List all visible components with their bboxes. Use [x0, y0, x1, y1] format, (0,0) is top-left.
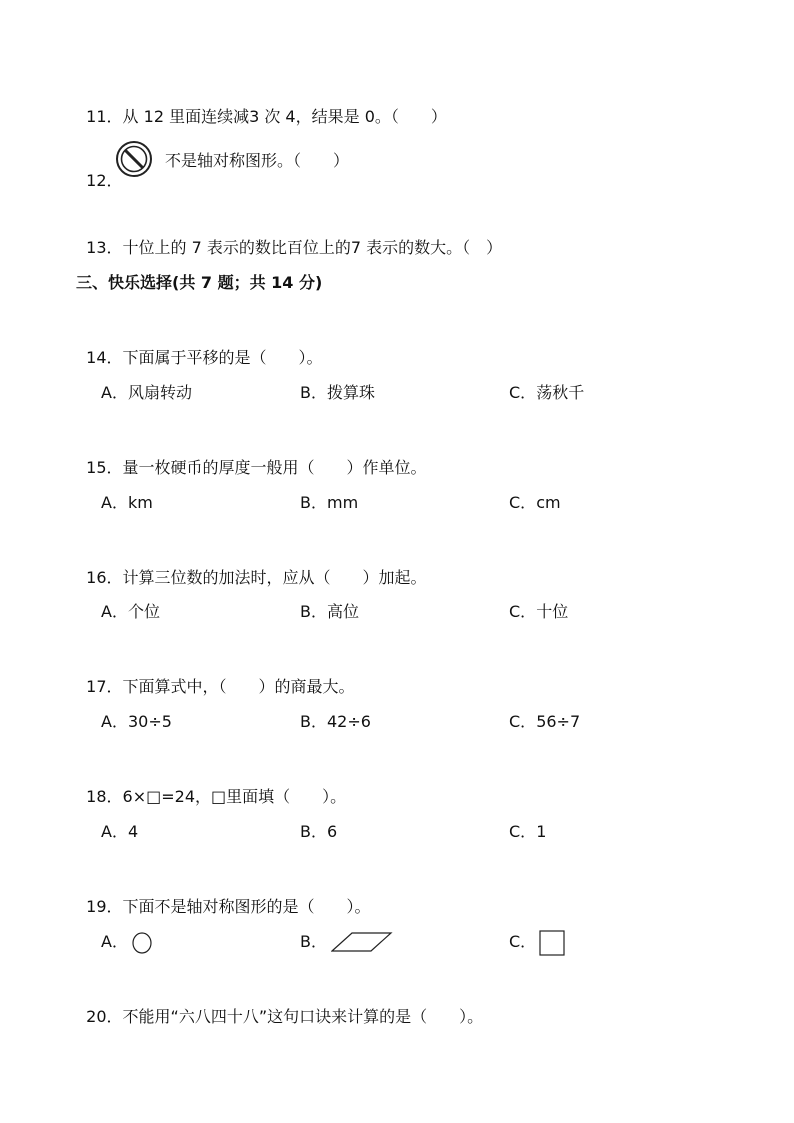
question-text: 下面算式中，（ ）的商最大。 [122, 677, 355, 696]
question-number: 14 [86, 348, 107, 367]
question-16: 16．计算三位数的加法时，应从（ ）加起。 [86, 568, 427, 587]
option-c: C． [509, 932, 537, 951]
section-heading: 三、快乐选择(共 7 题；共 14 分) [76, 273, 323, 292]
option-a: A．30÷5 [101, 712, 172, 731]
option-a: A．km [101, 493, 153, 512]
option-b: B．拨算珠 [300, 383, 376, 402]
question-number: 19 [86, 897, 107, 916]
question-number: 16 [86, 568, 107, 587]
option-a: A．4 [101, 822, 139, 841]
parallelogram-icon [331, 931, 393, 953]
question-12-text: 不是轴对称图形。（ ） [165, 151, 350, 170]
question-text: 十位上的 7 表示的数比百位上的7 表示的数大。（ ） [122, 238, 503, 257]
option-b: B．42÷6 [300, 712, 371, 731]
option-a: A． [101, 932, 128, 951]
option-c: C．1 [509, 822, 547, 841]
option-a: A．风扇转动 [101, 383, 192, 402]
question-text: 下面属于平移的是（ ）。 [122, 348, 323, 367]
question-15: 15．量一枚硬币的厚度一般用（ ）作单位。 [86, 458, 427, 477]
question-text: 计算三位数的加法时，应从（ ）加起。 [122, 568, 427, 587]
question-text: 6×□=24，□里面填（ ）。 [122, 787, 347, 806]
question-number: 18 [86, 787, 107, 806]
question-14: 14．下面属于平移的是（ ）。 [86, 348, 323, 367]
question-number: 13 [86, 238, 107, 257]
option-b: B．mm [300, 493, 359, 512]
question-number: 20 [86, 1007, 107, 1026]
question-20: 20．不能用“六八四十八”这句口诀来计算的是（ ）。 [86, 1007, 484, 1026]
circle-icon [131, 931, 153, 955]
question-number: 17 [86, 677, 107, 696]
question-number: 11 [86, 107, 107, 126]
option-b: B．6 [300, 822, 338, 841]
option-c: C．荡秋千 [509, 383, 585, 402]
question-12: 12． [86, 171, 123, 190]
option-b: B． [300, 932, 327, 951]
no-entry-sign-icon [115, 140, 153, 178]
option-c: C．cm [509, 493, 561, 512]
question-number: 12 [86, 171, 107, 190]
question-17: 17．下面算式中，（ ）的商最大。 [86, 677, 355, 696]
question-text: 从 12 里面连续减3 次 4，结果是 0。（ ） [122, 107, 447, 126]
option-a: A．个位 [101, 602, 160, 621]
option-c: C．十位 [509, 602, 569, 621]
square-icon [539, 930, 565, 956]
option-c: C．56÷7 [509, 712, 581, 731]
question-text: 量一枚硬币的厚度一般用（ ）作单位。 [122, 458, 427, 477]
question-19: 19．下面不是轴对称图形的是（ ）。 [86, 897, 371, 916]
option-b: B．高位 [300, 602, 360, 621]
question-number: 15 [86, 458, 107, 477]
question-18: 18．6×□=24，□里面填（ ）。 [86, 787, 347, 806]
question-11: 11．从 12 里面连续减3 次 4，结果是 0。（ ） [86, 107, 447, 126]
question-text: 下面不是轴对称图形的是（ ）。 [122, 897, 371, 916]
question-13: 13．十位上的 7 表示的数比百位上的7 表示的数大。（ ） [86, 238, 503, 257]
question-text: 不能用“六八四十八”这句口诀来计算的是（ ）。 [122, 1007, 484, 1026]
